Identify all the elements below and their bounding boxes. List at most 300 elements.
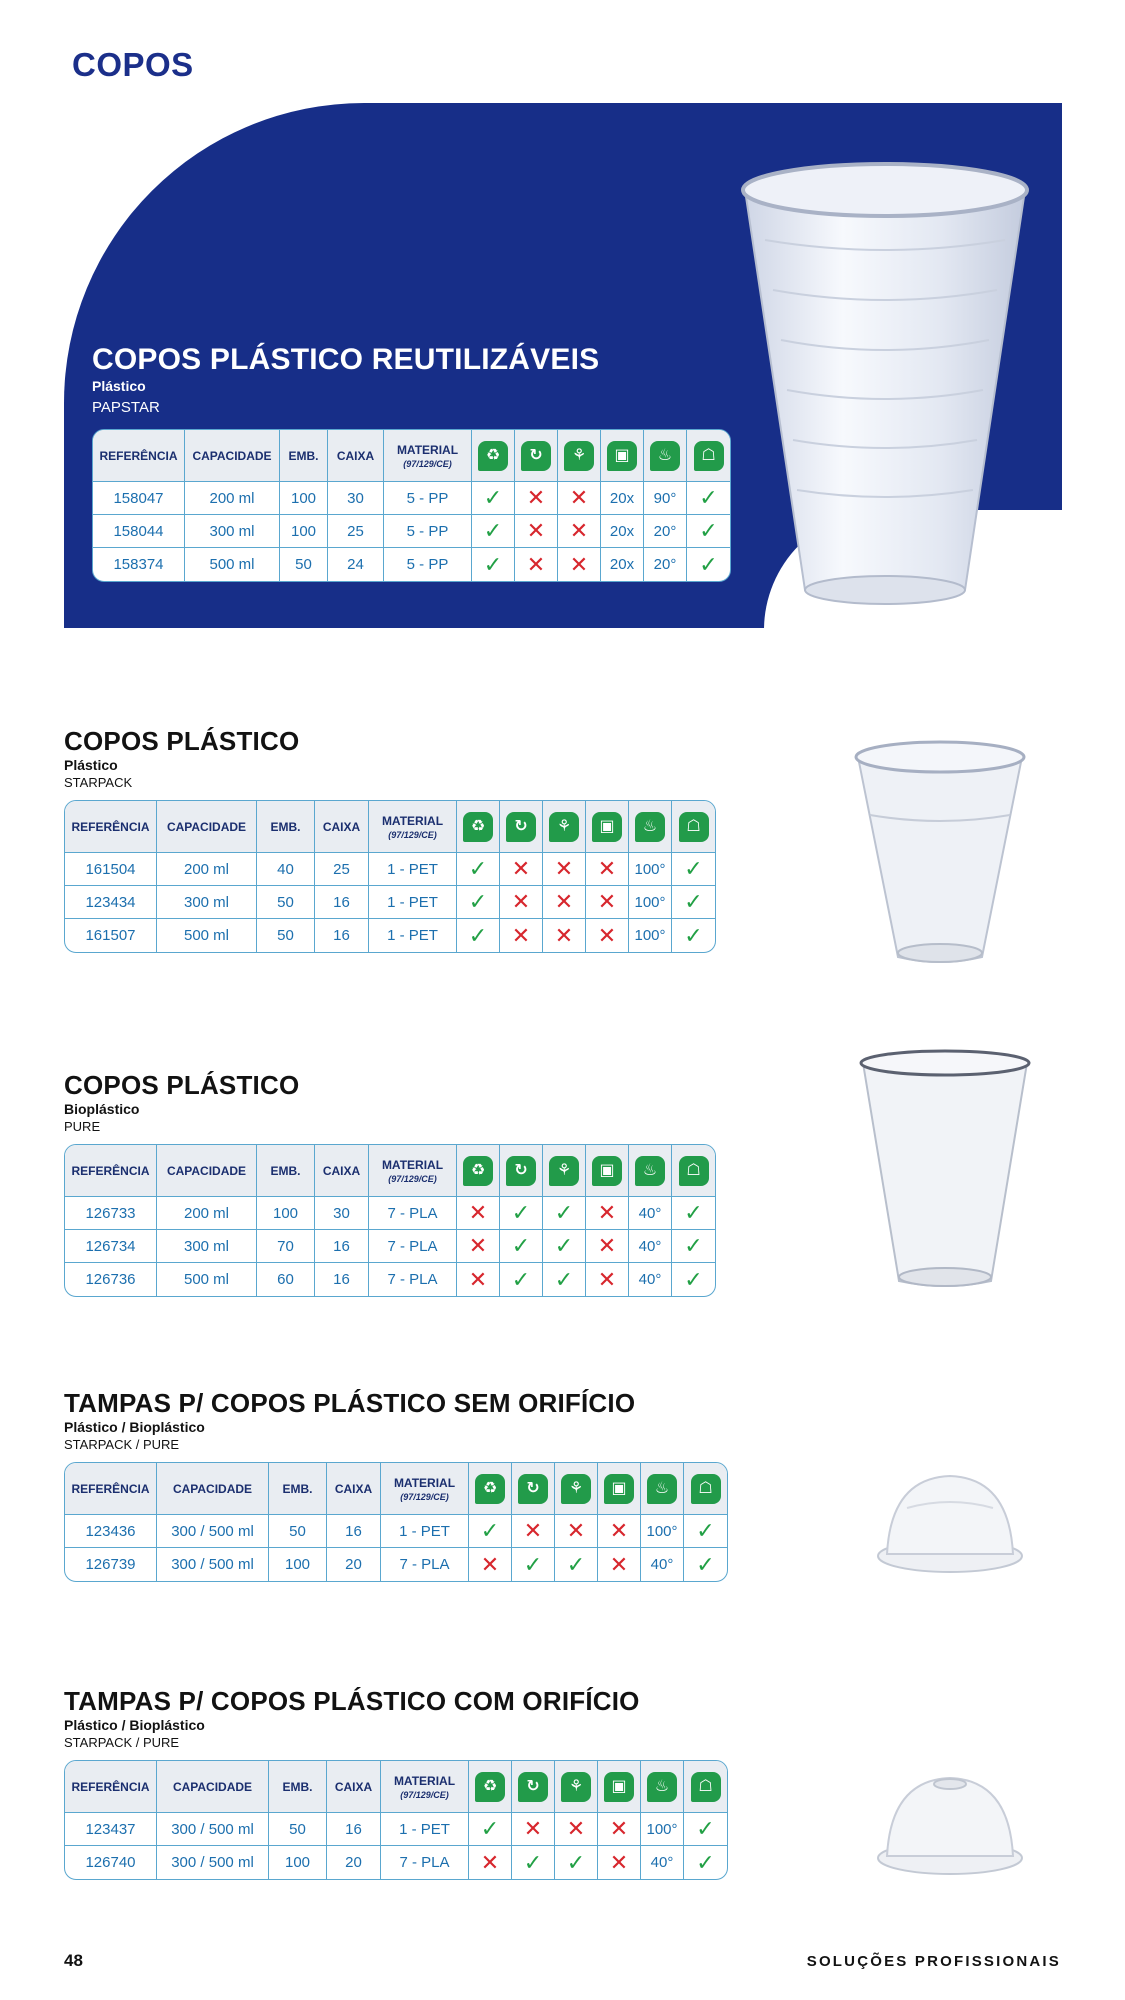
table-cell: 16 <box>315 1263 369 1296</box>
table-cell: 161507 <box>65 919 157 952</box>
column-header-emb: EMB. <box>269 1761 327 1813</box>
spec-table <box>64 1462 728 1582</box>
table-cell-yes <box>672 919 715 952</box>
column-header-reusable <box>512 1463 555 1515</box>
table-cell: 50 <box>257 886 315 919</box>
table-cell: 50 <box>269 1813 327 1846</box>
table-cell-yes <box>672 886 715 919</box>
column-header-recycle <box>457 1145 500 1197</box>
cross-icon: ✕ <box>511 856 531 881</box>
table-row <box>65 1813 727 1846</box>
cross-icon: ✕ <box>554 889 574 914</box>
table-cell: 50 <box>280 548 328 581</box>
table-cell-no <box>457 1263 500 1296</box>
table-cell-no <box>515 482 558 515</box>
footer-tagline: SOLUÇÕES PROFISSIONAIS <box>806 1953 1061 1970</box>
table-row <box>65 1515 727 1548</box>
table-cell-yes <box>555 1846 598 1879</box>
check-icon: ✓ <box>566 1551 586 1577</box>
section-title: COPOS PLÁSTICO REUTILIZÁVEIS <box>92 343 600 376</box>
material-norm: (97/129/CE) <box>403 458 452 469</box>
table-cell-no <box>586 1263 629 1296</box>
table-cell: 1 - PET <box>369 919 457 952</box>
table-cell: 20° <box>644 548 687 581</box>
check-icon: ✓ <box>684 889 703 914</box>
table-cell: 126739 <box>65 1548 157 1581</box>
column-header-microwave <box>586 801 629 853</box>
table-cell-no <box>500 919 543 952</box>
material-norm: (97/129/CE) <box>388 1173 437 1184</box>
table-cell-yes <box>457 853 500 886</box>
table-cell: 30 <box>315 1197 369 1230</box>
spec-table <box>92 429 731 582</box>
column-header-ref: REFERÊNCIA <box>93 430 185 482</box>
table-cell: 16 <box>315 919 369 952</box>
check-icon: ✓ <box>523 1849 543 1875</box>
table-cell: 20 <box>327 1548 381 1581</box>
section-subtitle: Plástico / Bioplástico <box>64 1419 205 1435</box>
table-row <box>65 1230 715 1263</box>
table-cell-yes <box>512 1846 555 1879</box>
cross-icon: ✕ <box>554 856 574 881</box>
check-icon: ✓ <box>483 551 503 577</box>
page-number: 48 <box>64 1951 83 1970</box>
cross-icon: ✕ <box>468 1266 488 1292</box>
temperature-icon: ♨ <box>647 1772 677 1802</box>
table-cell-no <box>555 1813 598 1846</box>
check-icon: ✓ <box>554 1200 574 1225</box>
table-cell: 200 ml <box>157 1197 257 1230</box>
cross-icon: ✕ <box>609 1816 629 1841</box>
column-header-material <box>381 1463 469 1515</box>
table-cell-yes <box>457 886 500 919</box>
cross-icon: ✕ <box>480 1551 500 1577</box>
table-cell: 123434 <box>65 886 157 919</box>
table-cell: 20x <box>601 515 644 548</box>
recycle-icon: ♻ <box>475 1772 505 1802</box>
table-cell: 100 <box>269 1846 327 1879</box>
food-contact-icon: ☖ <box>694 441 724 471</box>
table-cell-yes <box>672 1197 715 1230</box>
column-header-recycle <box>469 1761 512 1813</box>
table-cell: 50 <box>269 1515 327 1548</box>
spec-table-holder <box>64 1462 728 1582</box>
table-cell-yes <box>672 1230 715 1263</box>
section-brand: PURE <box>64 1119 101 1134</box>
column-header-microwave <box>598 1761 641 1813</box>
table-cell-no <box>500 886 543 919</box>
table-cell-no <box>586 853 629 886</box>
table-cell: 20x <box>601 548 644 581</box>
spec-table-holder <box>64 1760 728 1880</box>
table-cell-yes <box>543 1263 586 1296</box>
cross-icon: ✕ <box>554 922 574 948</box>
table-cell-yes <box>672 1263 715 1296</box>
column-header-caixa: CAIXA <box>315 801 369 853</box>
product-section-copos-pet <box>64 726 716 953</box>
table-cell: 126733 <box>65 1197 157 1230</box>
table-cell-no <box>512 1515 555 1548</box>
food-contact-icon: ☖ <box>691 1474 721 1504</box>
check-icon: ✓ <box>468 922 488 948</box>
recycle-icon: ♻ <box>463 1156 493 1186</box>
check-icon: ✓ <box>480 1518 500 1543</box>
table-cell-yes <box>684 1846 727 1879</box>
table-cell: 126740 <box>65 1846 157 1879</box>
column-header-food-contact <box>672 1145 715 1197</box>
column-header-temperature <box>629 801 672 853</box>
column-header-caixa: CAIXA <box>327 1463 381 1515</box>
column-header-caixa: CAIXA <box>327 1761 381 1813</box>
table-cell: 7 - PLA <box>369 1263 457 1296</box>
check-icon: ✓ <box>554 1266 574 1292</box>
column-header-material <box>369 1145 457 1197</box>
spec-table <box>64 800 716 953</box>
column-header-emb: EMB. <box>269 1463 327 1515</box>
cross-icon: ✕ <box>523 1518 543 1543</box>
table-cell: 126734 <box>65 1230 157 1263</box>
table-cell: 100° <box>641 1515 684 1548</box>
table-cell: 300 ml <box>185 515 280 548</box>
table-cell: 50 <box>257 919 315 952</box>
temperature-icon: ♨ <box>650 441 680 471</box>
spec-table-holder <box>64 800 716 953</box>
section-brand: STARPACK / PURE <box>64 1437 180 1452</box>
cross-icon: ✕ <box>480 1849 500 1875</box>
cross-icon: ✕ <box>526 518 546 543</box>
check-icon: ✓ <box>684 922 703 948</box>
material-label: MATERIAL <box>396 442 459 457</box>
section-title: COPOS PLÁSTICO <box>64 1070 300 1100</box>
check-icon: ✓ <box>554 1233 574 1258</box>
table-cell: 158047 <box>93 482 185 515</box>
product-section-copos-pla <box>64 1070 716 1297</box>
cross-icon: ✕ <box>526 551 546 577</box>
column-header-ref: REFERÊNCIA <box>65 1145 157 1197</box>
column-header-caixa: CAIXA <box>328 430 384 482</box>
cross-icon: ✕ <box>597 1233 617 1258</box>
column-header-compostable <box>558 430 601 482</box>
column-header-compostable <box>543 801 586 853</box>
table-cell-no <box>469 1548 512 1581</box>
section-title: TAMPAS P/ COPOS PLÁSTICO SEM ORIFÍCIO <box>64 1388 636 1418</box>
cross-icon: ✕ <box>468 1200 488 1225</box>
table-cell: 24 <box>328 548 384 581</box>
cross-icon: ✕ <box>597 856 617 881</box>
table-cell-yes <box>472 548 515 581</box>
table-row <box>93 548 730 581</box>
page-title: COPOS <box>72 46 194 83</box>
column-header-temperature <box>644 430 687 482</box>
table-cell: 200 ml <box>185 482 280 515</box>
compostable-icon: ⚘ <box>561 1772 591 1802</box>
check-icon: ✓ <box>684 1233 703 1258</box>
reusable-icon: ↻ <box>518 1474 548 1504</box>
table-cell-no <box>586 1230 629 1263</box>
section-brand: STARPACK / PURE <box>64 1735 180 1750</box>
section-brand: PAPSTAR <box>92 399 160 416</box>
compostable-icon: ⚘ <box>549 1156 579 1186</box>
table-cell-yes <box>500 1197 543 1230</box>
table-cell: 1 - PET <box>369 853 457 886</box>
microwave-icon: ▣ <box>592 812 622 842</box>
table-cell: 100° <box>629 919 672 952</box>
check-icon: ✓ <box>523 1551 543 1577</box>
table-cell-yes <box>672 853 715 886</box>
reusable-icon: ↻ <box>518 1772 548 1802</box>
table-cell: 500 ml <box>157 919 257 952</box>
cross-icon: ✕ <box>597 1200 617 1225</box>
cross-icon: ✕ <box>526 485 546 510</box>
table-cell: 16 <box>327 1515 381 1548</box>
table-cell: 300 ml <box>157 1230 257 1263</box>
table-cell-no <box>457 1230 500 1263</box>
microwave-icon: ▣ <box>607 441 637 471</box>
cross-icon: ✕ <box>609 1551 629 1577</box>
column-header-microwave <box>598 1463 641 1515</box>
table-cell-yes <box>500 1230 543 1263</box>
table-cell-no <box>598 1548 641 1581</box>
table-cell: 16 <box>327 1813 381 1846</box>
check-icon: ✓ <box>696 1518 715 1543</box>
check-icon: ✓ <box>511 1200 531 1225</box>
table-header-row <box>65 1761 727 1813</box>
table-cell: 1 - PET <box>381 1515 469 1548</box>
section-title: COPOS PLÁSTICO <box>64 726 300 756</box>
check-icon: ✓ <box>480 1816 500 1841</box>
table-cell-no <box>558 548 601 581</box>
table-cell: 100 <box>280 515 328 548</box>
check-icon: ✓ <box>483 485 503 510</box>
product-section-tampas-com-orificio <box>64 1686 728 1880</box>
table-cell-no <box>586 1197 629 1230</box>
section-brand: STARPACK <box>64 775 133 790</box>
column-header-cap: CAPACIDADE <box>157 801 257 853</box>
table-cell-yes <box>472 482 515 515</box>
table-cell: 123436 <box>65 1515 157 1548</box>
column-header-reusable <box>500 1145 543 1197</box>
spec-table-holder <box>64 1144 716 1297</box>
cross-icon: ✕ <box>468 1233 488 1258</box>
check-icon: ✓ <box>699 485 718 510</box>
compostable-icon: ⚘ <box>549 812 579 842</box>
column-header-food-contact <box>684 1463 727 1515</box>
table-cell: 100 <box>280 482 328 515</box>
table-cell: 158374 <box>93 548 185 581</box>
check-icon: ✓ <box>684 1200 703 1225</box>
cross-icon: ✕ <box>511 889 531 914</box>
check-icon: ✓ <box>696 1551 715 1577</box>
table-cell: 158044 <box>93 515 185 548</box>
material-label: MATERIAL <box>393 1475 456 1490</box>
table-cell: 40° <box>641 1846 684 1879</box>
cross-icon: ✕ <box>523 1816 543 1841</box>
table-cell: 40° <box>641 1548 684 1581</box>
reusable-icon: ↻ <box>506 1156 536 1186</box>
cross-icon: ✕ <box>597 1266 617 1292</box>
table-cell-no <box>558 482 601 515</box>
table-cell: 30 <box>328 482 384 515</box>
column-header-temperature <box>641 1463 684 1515</box>
column-header-material <box>381 1761 469 1813</box>
column-header-ref: REFERÊNCIA <box>65 1761 157 1813</box>
table-cell: 40° <box>629 1263 672 1296</box>
spec-table-holder <box>92 429 731 582</box>
table-row <box>65 919 715 952</box>
table-header-row <box>93 430 730 482</box>
food-contact-icon: ☖ <box>691 1772 721 1802</box>
column-header-food-contact <box>687 430 730 482</box>
table-cell: 100° <box>641 1813 684 1846</box>
column-header-recycle <box>457 801 500 853</box>
table-cell-no <box>515 548 558 581</box>
section-subtitle: Bioplástico <box>64 1101 140 1117</box>
cross-icon: ✕ <box>597 889 617 914</box>
table-row <box>65 886 715 919</box>
table-cell-no <box>515 515 558 548</box>
table-cell-no <box>598 1846 641 1879</box>
table-cell: 40° <box>629 1230 672 1263</box>
cross-icon: ✕ <box>511 922 531 948</box>
spec-table <box>64 1144 716 1297</box>
column-header-cap: CAPACIDADE <box>157 1463 269 1515</box>
table-cell: 5 - PP <box>384 482 472 515</box>
cup-photo-pla <box>855 1045 1035 1295</box>
column-header-compostable <box>543 1145 586 1197</box>
material-norm: (97/129/CE) <box>400 1491 449 1502</box>
column-header-reusable <box>500 801 543 853</box>
column-header-microwave <box>601 430 644 482</box>
table-cell: 161504 <box>65 853 157 886</box>
table-cell: 100° <box>629 886 672 919</box>
table-cell-no <box>558 515 601 548</box>
cross-icon: ✕ <box>569 485 589 510</box>
column-header-cap: CAPACIDADE <box>185 430 280 482</box>
material-label: MATERIAL <box>381 1157 444 1172</box>
table-cell: 25 <box>315 853 369 886</box>
table-cell-no <box>598 1515 641 1548</box>
recycle-icon: ♻ <box>475 1474 505 1504</box>
food-contact-icon: ☖ <box>679 812 709 842</box>
table-header-row <box>65 801 715 853</box>
table-cell: 1 - PET <box>369 886 457 919</box>
table-cell-yes <box>469 1515 512 1548</box>
table-cell-no <box>586 886 629 919</box>
table-cell-yes <box>543 1197 586 1230</box>
table-cell: 20° <box>644 515 687 548</box>
section-subtitle: Plástico <box>64 757 118 773</box>
table-cell: 100° <box>629 853 672 886</box>
table-cell-yes <box>684 1548 727 1581</box>
recycle-icon: ♻ <box>478 441 508 471</box>
table-header-row <box>65 1463 727 1515</box>
table-cell: 70 <box>257 1230 315 1263</box>
table-cell-no <box>598 1813 641 1846</box>
section-title: TAMPAS P/ COPOS PLÁSTICO COM ORIFÍCIO <box>64 1686 640 1716</box>
column-header-reusable <box>512 1761 555 1813</box>
table-cell-no <box>469 1846 512 1879</box>
table-cell: 7 - PLA <box>381 1548 469 1581</box>
column-header-ref: REFERÊNCIA <box>65 1463 157 1515</box>
table-cell: 40° <box>629 1197 672 1230</box>
microwave-icon: ▣ <box>604 1772 634 1802</box>
table-cell-yes <box>500 1263 543 1296</box>
table-cell: 300 / 500 ml <box>157 1548 269 1581</box>
table-row <box>93 482 730 515</box>
table-cell-no <box>500 853 543 886</box>
table-cell-yes <box>687 548 730 581</box>
table-cell-yes <box>469 1813 512 1846</box>
table-cell-yes <box>684 1515 727 1548</box>
table-cell-no <box>543 919 586 952</box>
reusable-icon: ↻ <box>506 812 536 842</box>
table-cell-no <box>512 1813 555 1846</box>
microwave-icon: ▣ <box>604 1474 634 1504</box>
column-header-cap: CAPACIDADE <box>157 1761 269 1813</box>
column-header-temperature <box>629 1145 672 1197</box>
cross-icon: ✕ <box>609 1518 629 1543</box>
temperature-icon: ♨ <box>635 1156 665 1186</box>
material-norm: (97/129/CE) <box>388 829 437 840</box>
table-cell-yes <box>555 1548 598 1581</box>
product-section-tampas-sem-orificio <box>64 1388 728 1582</box>
check-icon: ✓ <box>696 1816 715 1841</box>
table-row <box>65 853 715 886</box>
compostable-icon: ⚘ <box>564 441 594 471</box>
column-header-recycle <box>469 1463 512 1515</box>
check-icon: ✓ <box>696 1849 715 1875</box>
check-icon: ✓ <box>699 551 718 577</box>
table-cell: 126736 <box>65 1263 157 1296</box>
table-cell: 300 / 500 ml <box>157 1515 269 1548</box>
table-cell-yes <box>512 1548 555 1581</box>
temperature-icon: ♨ <box>635 812 665 842</box>
table-cell: 20 <box>327 1846 381 1879</box>
table-cell: 25 <box>328 515 384 548</box>
column-header-emb: EMB. <box>257 801 315 853</box>
table-header-row <box>65 1145 715 1197</box>
table-cell-yes <box>684 1813 727 1846</box>
microwave-icon: ▣ <box>592 1156 622 1186</box>
table-row <box>93 515 730 548</box>
column-header-recycle <box>472 430 515 482</box>
table-cell-no <box>586 919 629 952</box>
table-cell: 300 / 500 ml <box>157 1846 269 1879</box>
table-cell-yes <box>457 919 500 952</box>
table-cell: 16 <box>315 886 369 919</box>
column-header-cap: CAPACIDADE <box>157 1145 257 1197</box>
reusable-icon: ↻ <box>521 441 551 471</box>
compostable-icon: ⚘ <box>561 1474 591 1504</box>
table-cell: 40 <box>257 853 315 886</box>
table-cell: 100 <box>257 1197 315 1230</box>
table-cell-no <box>457 1197 500 1230</box>
cross-icon: ✕ <box>569 551 589 577</box>
check-icon: ✓ <box>483 518 503 543</box>
table-cell: 5 - PP <box>384 548 472 581</box>
table-cell-no <box>555 1515 598 1548</box>
table-cell: 7 - PLA <box>369 1230 457 1263</box>
check-icon: ✓ <box>468 889 488 914</box>
table-cell: 300 / 500 ml <box>157 1813 269 1846</box>
lid-photo-sem-orificio <box>875 1468 1025 1578</box>
cross-icon: ✕ <box>597 922 617 948</box>
material-norm: (97/129/CE) <box>400 1789 449 1800</box>
column-header-material <box>384 430 472 482</box>
spec-table <box>64 1760 728 1880</box>
table-row <box>65 1263 715 1296</box>
table-cell: 16 <box>315 1230 369 1263</box>
